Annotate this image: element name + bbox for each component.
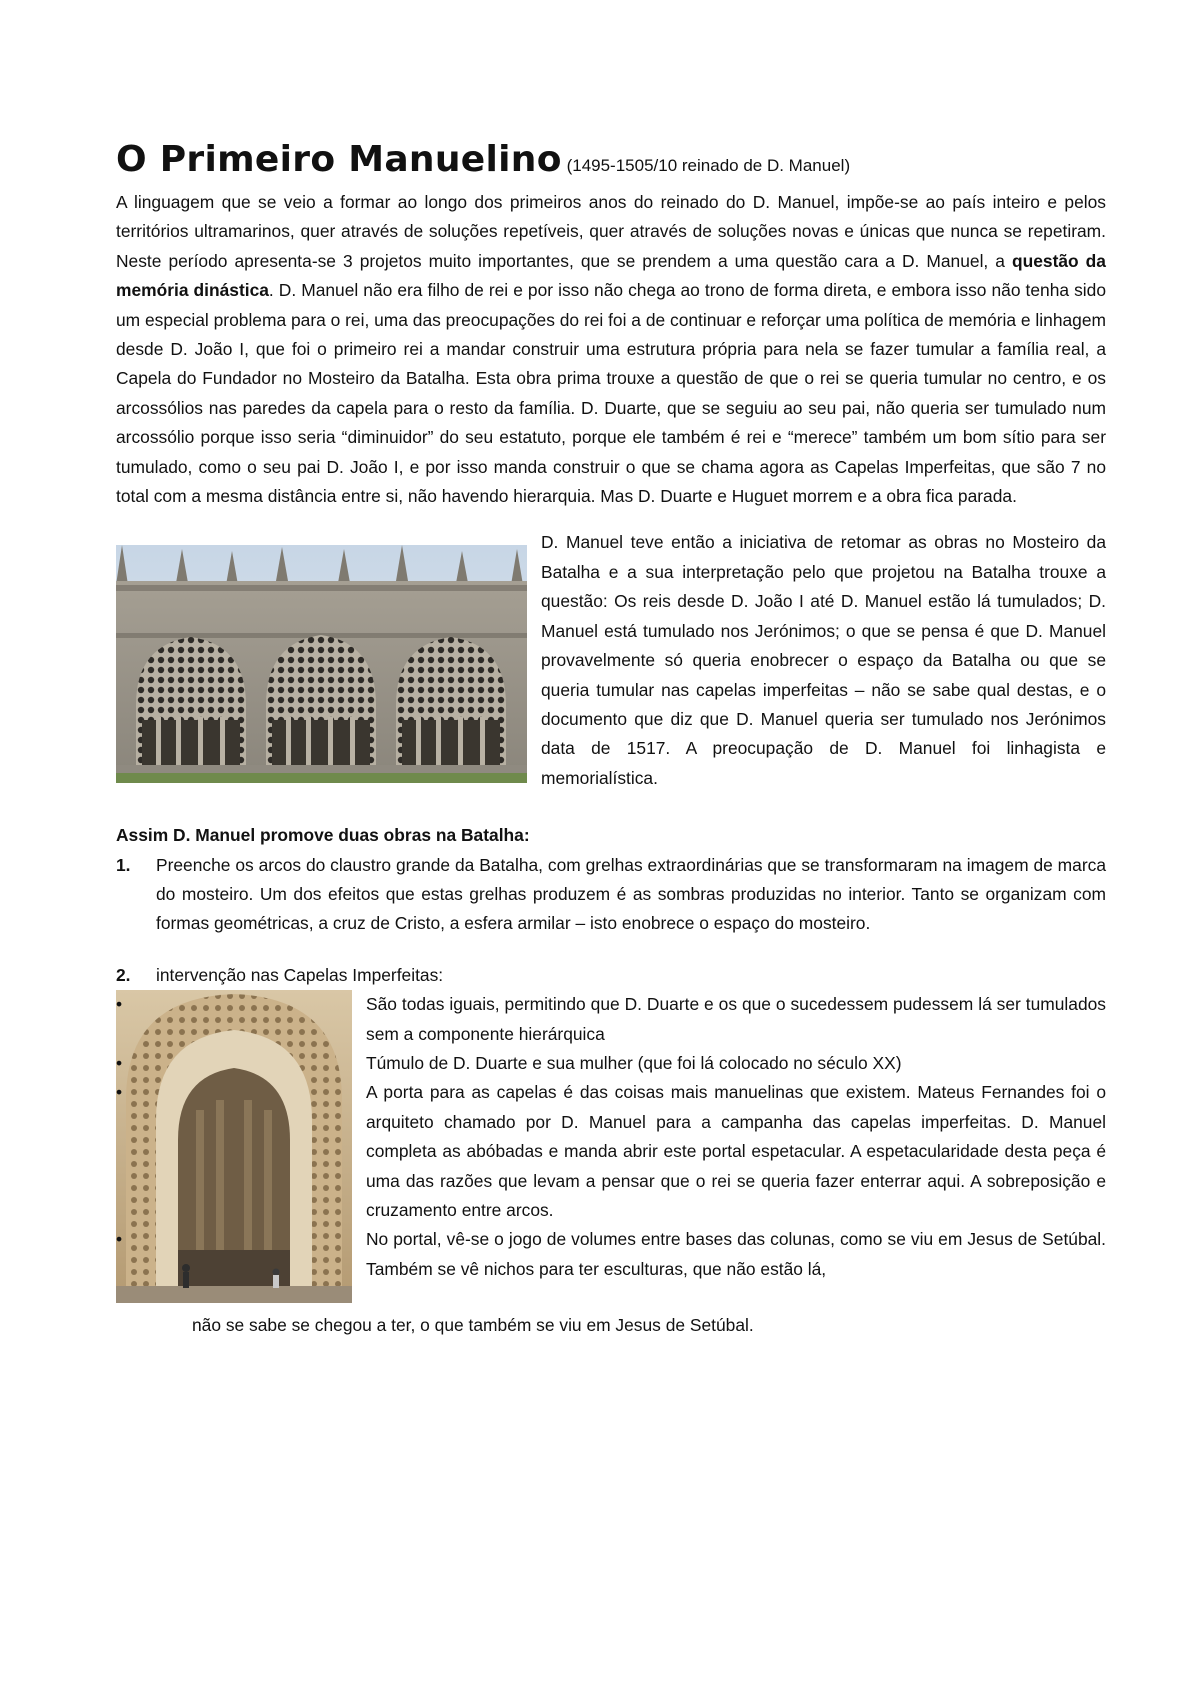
bullet-glyph: • (116, 1082, 123, 1103)
section-batalha (116, 528, 1106, 793)
document-title: O Primeiro Manuelino (116, 139, 562, 180)
list-item-number: 2. (116, 964, 131, 985)
list-item (116, 961, 1106, 1341)
section2-paragraph: D. Manuel teve então a iniciativa de retomar as obras no Mosteiro da Batalha e a sua interpretação pelo que projetou na Batalha trouxe a questão: Os reis desde D. João I até D. Manuel estão lá tumulados; D. Manuel está tumulado nos Jerónimos; o que se pensa é que D. Manuel provavelmente só queria enobrecer o espaço da Batalha ou que se queria tumular nas capelas imperfeitas – não se sabe qual destas, e o documento que diz que D. Manuel queria ser tumulado nos Jerónimos data de 1517. A preocupação de D. Manuel foi linhagista e memorialística. (541, 532, 1106, 788)
list-item (116, 1225, 1106, 1284)
list-item-text: Preenche os arcos do claustro grande da Batalha, com grelhas extraordinárias que se transformaram na imagem de marca do mosteiro. Um dos efeitos que estas grelhas produzem é as sombras produzidas no interior. Tanto se organizam com formas geométricas, a cruz de Cristo, a esfera armilar – isto enobrece o espaço do mosteiro. (156, 854, 1106, 934)
bullet-glyph: • (116, 1229, 123, 1250)
bullet-list (116, 990, 1106, 1284)
cloister-photo (116, 545, 527, 783)
document-page (116, 140, 1106, 1341)
list-item (116, 1078, 1106, 1225)
bullet-text: A porta para as capelas é das coisas mais manuelinas que existem. Mateus Fernandes foi o arquiteto chamado por D. Manuel para a campanha das capelas imperfeitas. D. Manuel completa as abóbadas e manda abrir este portal espetacular. A espetacularidade desta peça é uma das razões que levam a pensar que o rei se queria fazer enterrar aqui. A sobreposição e cruzamento entre arcos. (366, 1082, 1106, 1220)
bullet-continuation: não se sabe se chegou a ter, o que também se viu em Jesus de Setúbal. (192, 1315, 754, 1336)
bullet-text: São todas iguais, permitindo que D. Duarte e os que o sucedessem pudessem lá ser tumulados sem a componente hierárquica (366, 994, 1106, 1044)
list-item (116, 1049, 1106, 1078)
list-item (116, 851, 1106, 939)
list-item-text: intervenção nas Capelas Imperfeitas: (156, 964, 444, 985)
bullet-glyph: • (116, 1052, 123, 1073)
works-heading: Assim D. Manuel promove duas obras na Batalha: (116, 825, 530, 846)
bullet-text: Túmulo de D. Duarte e sua mulher (que foi lá colocado no século XX) (366, 1052, 902, 1073)
bullet-glyph: • (116, 994, 123, 1015)
intro-text-1: A linguagem que se veio a formar ao longo dos primeiros anos do reinado do D. Manuel, impõe-se ao país inteiro e pelos territórios ultramarinos, quer através de soluções repetíveis, quer através de soluções novas e únicas que nunca se repetiram. Neste período apresenta-se 3 projetos muito importantes, que se prendem a uma questão cara a D. Manuel, a (116, 192, 1106, 271)
bullet-text: No portal, vê-se o jogo de volumes entre bases das colunas, como se viu em Jesus de Setúbal. Também se vê nichos para ter esculturas, que não estão lá, (366, 1229, 1106, 1279)
list-item-heading (116, 961, 1106, 990)
title-line (116, 140, 1106, 186)
list-item-number: 1. (116, 854, 131, 875)
intro-paragraph (116, 188, 1106, 511)
works-list (116, 851, 1106, 939)
intro-bold-phrase: questão da memória dinástica (116, 250, 1106, 301)
intro-text-2: . D. Manuel não era filho de rei e por isso não chega ao trono de forma direta, e embora isso não tenha sido um especial problema para o rei, uma das preocupações do rei foi a de continuar e reforçar uma política de memória e linhagem desde D. João I, que foi o primeiro rei a mandar construir uma estrutura própria para nela se fazer tumular a família real, a Capela do Fundador no Mosteiro da Batalha. Esta obra prima trouxe a questão de que o rei se queria tumular no centro, e os arcossólios nas paredes da capela para o resto da família. D. Duarte, que se seguiu ao seu pai, não queria ser tumulado num arcossólio porque isso seria “diminuidor” do seu estatuto, porque ele também é rei e “merece” também um bom sítio para ser tumulado, como o seu pai D. João I, e por isso manda construir o que se chama agora as Capelas Imperfeitas, que são 7 no total com a mesma distância entre si, não havendo hierarquia. Mas D. Duarte e Huguet morrem e a obra fica parada. (116, 280, 1106, 507)
document-subtitle: (1495-1505/10 reinado de D. Manuel) (566, 156, 851, 175)
list-item (116, 990, 1106, 1049)
